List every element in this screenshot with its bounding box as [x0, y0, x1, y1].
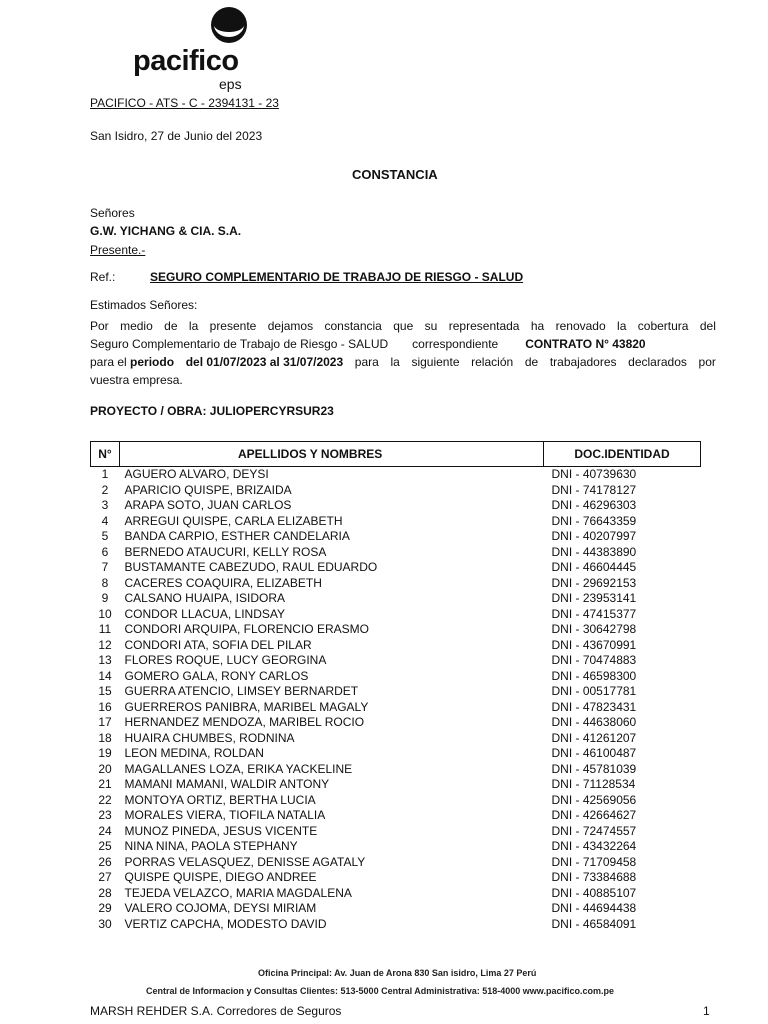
row-name: BERNEDO ATAUCURI, KELLY ROSA [124, 544, 327, 559]
pacifico-logo-mark-icon [209, 5, 249, 45]
row-doc-id: DNI - 45781039 [551, 761, 637, 776]
row-number: 13 [98, 653, 112, 667]
body-word: declarados [628, 355, 687, 369]
row-doc-id: DNI - 47823431 [551, 699, 637, 714]
row-number: 29 [98, 901, 112, 915]
row-doc-id: DNI - 72474557 [551, 823, 637, 838]
row-name: APARICIO QUISPE, BRIZAIDA [124, 482, 292, 497]
body-word: constancia [324, 319, 382, 333]
row-number: 12 [98, 637, 112, 652]
body-text: correspondiente [412, 337, 499, 351]
row-number: 3 [101, 498, 109, 512]
row-name: CALSANO HUAIPA, ISIDORA [124, 591, 285, 605]
body-word: cobertura [637, 319, 689, 333]
ref-subject: SEGURO COMPLEMENTARIO DE TRABAJO DE RIESGO - SALUD [150, 270, 524, 284]
body-line-1 [90, 317, 716, 335]
row-number: 17 [98, 715, 112, 729]
logo-subtitle: eps [219, 76, 242, 92]
table-row [91, 514, 701, 530]
body-word: del [699, 319, 716, 333]
recipient-presente: Presente.- [90, 243, 146, 257]
row-name: MONTOYA ORTIZ, BERTHA LUCIA [124, 792, 316, 807]
body-paragraph [90, 317, 716, 389]
row-doc-id: DNI - 40885107 [551, 885, 637, 900]
row-name: NINA NINA, PAOLA STEPHANY [124, 839, 298, 853]
row-name: BANDA CARPIO, ESTHER CANDELARIA [124, 529, 350, 543]
row-number: 26 [98, 854, 112, 869]
row-number: 24 [98, 823, 112, 838]
row-number: 14 [98, 668, 112, 683]
row-doc-id: DNI - 43432264 [551, 839, 637, 853]
row-number: 27 [98, 870, 112, 884]
body-line-4: vuestra empresa. [90, 373, 183, 387]
row-doc-id: DNI - 43670991 [551, 637, 637, 652]
body-line-3 [90, 353, 716, 371]
table-row [91, 839, 701, 855]
body-word: para [354, 355, 379, 369]
row-number: 2 [101, 482, 109, 497]
body-word: siguiente [411, 355, 460, 369]
row-name: CACERES COAQUIRA, ELIZABETH [124, 575, 322, 590]
table-body [91, 467, 701, 933]
body-word: dejamos [267, 319, 314, 333]
period-label: periodo [130, 355, 175, 369]
footer-broker: MARSH REHDER S.A. Corredores de Seguros [90, 1004, 342, 1018]
table-row [91, 483, 701, 499]
table-row [91, 653, 701, 669]
table-row [91, 684, 701, 700]
row-number: 28 [98, 885, 112, 900]
row-doc-id: DNI - 46598300 [551, 668, 637, 683]
table-row [91, 669, 701, 685]
place-date: San Isidro, 27 de Junio del 2023 [90, 129, 263, 143]
row-name: MAMANI MAMANI, WALDIR ANTONY [124, 777, 330, 791]
row-name: CONDORI ATA, SOFIA DEL PILAR [124, 637, 312, 652]
recipient-company: G.W. YICHANG & CIA. S.A. [90, 224, 242, 238]
row-number: 6 [101, 544, 109, 559]
row-doc-id: DNI - 46604445 [551, 560, 637, 574]
row-doc-id: DNI - 41261207 [551, 730, 637, 745]
row-name: LEON MEDINA, ROLDAN [124, 746, 264, 760]
table-row [91, 917, 701, 933]
header-name: APELLIDOS Y NOMBRES [120, 442, 544, 467]
row-doc-id: DNI - 42664627 [551, 808, 637, 822]
body-word: que [393, 319, 414, 333]
row-number: 25 [98, 839, 112, 853]
row-number: 20 [98, 761, 112, 776]
row-name: QUISPE QUISPE, DIEGO ANDREE [124, 870, 317, 884]
table-row [91, 529, 701, 545]
table-row [91, 808, 701, 824]
table-row [91, 638, 701, 654]
table-row [91, 607, 701, 623]
body-word: Por [90, 319, 109, 333]
table-header-row [91, 442, 701, 467]
row-doc-id: DNI - 23953141 [551, 591, 637, 605]
row-name: HUAIRA CHUMBES, RODNINA [124, 730, 295, 745]
row-number: 22 [98, 792, 112, 807]
table-row [91, 886, 701, 902]
recipient-greeting: Señores [90, 206, 135, 220]
body-word: presente [209, 319, 257, 333]
table-row [91, 824, 701, 840]
row-name: CONDOR LLACUA, LINDSAY [124, 606, 285, 621]
table-row [91, 746, 701, 762]
table-row [91, 715, 701, 731]
body-word: la [617, 319, 627, 333]
row-name: FLORES ROQUE, LUCY GEORGINA [124, 653, 327, 667]
workers-table [90, 441, 701, 932]
table-row [91, 700, 701, 716]
row-number: 15 [98, 684, 112, 698]
row-name: VERTIZ CAPCHA, MODESTO DAVID [124, 916, 327, 931]
body-text: para el [90, 355, 127, 369]
table-row [91, 560, 701, 576]
table-row [91, 576, 701, 592]
row-name: AGUERO ALVARO, DEYSI [124, 467, 269, 481]
table-row [91, 545, 701, 561]
row-doc-id: DNI - 71128534 [551, 777, 636, 791]
document-title: CONSTANCIA [352, 167, 438, 182]
row-doc-id: DNI - 76643359 [551, 513, 637, 528]
row-number: 1 [101, 467, 109, 481]
body-word: ha [530, 319, 545, 333]
header-doc: DOC.IDENTIDAD [544, 442, 701, 467]
body-line-2 [90, 335, 716, 353]
table-row [91, 467, 701, 483]
body-word: representada [448, 319, 520, 333]
row-doc-id: DNI - 44638060 [551, 715, 637, 729]
table-row [91, 777, 701, 793]
reference-code: PACIFICO - ATS - C - 2394131 - 23 [90, 96, 279, 110]
row-doc-id: DNI - 40207997 [551, 529, 637, 543]
project-line: PROYECTO / OBRA: JULIOPERCYRSUR23 [90, 404, 334, 418]
row-number: 30 [98, 916, 112, 931]
row-doc-id: DNI - 30642798 [551, 622, 637, 636]
row-name: GOMERO GALA, RONY CARLOS [124, 668, 309, 683]
row-name: PORRAS VELASQUEZ, DENISSE AGATALY [124, 854, 366, 869]
row-name: GUERRA ATENCIO, LIMSEY BERNARDET [124, 684, 359, 698]
row-number: 5 [101, 529, 109, 543]
row-number: 4 [101, 513, 109, 528]
row-doc-id: DNI - 42569056 [551, 792, 637, 807]
row-number: 21 [98, 777, 112, 791]
contract-number: CONTRATO N° 43820 [525, 337, 646, 351]
row-doc-id: DNI - 46100487 [551, 746, 637, 760]
row-number: 19 [98, 746, 112, 760]
row-number: 16 [98, 699, 112, 714]
salutation: Estimados Señores: [90, 298, 198, 312]
row-number: 8 [101, 575, 109, 590]
footer-contact: Central de Informacion y Consultas Clientes: 513-5000 Central Administrativa: 518-4000 www.pacifico.com.pe [146, 986, 614, 996]
body-word: de [524, 355, 539, 369]
body-word: medio [120, 319, 153, 333]
row-doc-id: DNI - 29692153 [551, 575, 637, 590]
row-number: 11 [98, 622, 112, 636]
body-text: Seguro Complementario de Trabajo de Riesgo - SALUD [90, 337, 389, 351]
row-doc-id: DNI - 70474883 [551, 653, 637, 667]
row-name: MORALES VIERA, TIOFILA NATALIA [124, 808, 326, 822]
row-doc-id: DNI - 74178127 [551, 482, 637, 497]
row-name: MAGALLANES LOZA, ERIKA YACKELINE [124, 761, 353, 776]
row-name: MUNOZ PINEDA, JESUS VICENTE [124, 823, 318, 838]
row-name: HERNANDEZ MENDOZA, MARIBEL ROCIO [124, 715, 365, 729]
row-name: CONDORI ARQUIPA, FLORENCIO ERASMO [124, 622, 369, 636]
table-row [91, 498, 701, 514]
pacifico-logo [133, 5, 258, 93]
row-doc-id: DNI - 46296303 [551, 498, 637, 512]
period-dates: del 01/07/2023 al 31/07/2023 [185, 355, 344, 369]
row-name: ARREGUI QUISPE, CARLA ELIZABETH [124, 513, 343, 528]
row-doc-id: DNI - 40739630 [551, 467, 637, 481]
row-name: VALERO COJOMA, DEYSI MIRIAM [124, 901, 317, 915]
body-word: de [164, 319, 178, 333]
row-number: 7 [101, 560, 109, 574]
row-number: 10 [98, 606, 112, 621]
table-row [91, 622, 701, 638]
page-number: 1 [703, 1004, 710, 1018]
logo-wordmark: pacifico [133, 45, 239, 77]
row-doc-id: DNI - 47415377 [551, 606, 637, 621]
table-row [91, 855, 701, 871]
body-word: la [188, 319, 199, 333]
row-doc-id: DNI - 71709458 [551, 854, 637, 869]
row-number: 23 [98, 808, 112, 822]
body-word: por [698, 355, 716, 369]
table-row [91, 762, 701, 778]
row-doc-id: DNI - 44383890 [551, 544, 637, 559]
table-row [91, 870, 701, 886]
row-doc-id: DNI - 73384688 [551, 870, 637, 884]
table-row [91, 901, 701, 917]
footer-office: Oficina Principal: Av. Juan de Arona 830 San isidro, Lima 27 Perú [258, 968, 537, 978]
row-doc-id: DNI - 44694438 [551, 901, 637, 915]
row-doc-id: DNI - 00517781 [551, 684, 637, 698]
body-word: relación [471, 355, 514, 369]
table-row [91, 591, 701, 607]
row-name: ARAPA SOTO, JUAN CARLOS [124, 498, 292, 512]
table-row [91, 793, 701, 809]
ref-label: Ref.: [90, 270, 116, 284]
row-name: TEJEDA VELAZCO, MARIA MAGDALENA [124, 885, 352, 900]
table-row [91, 731, 701, 747]
row-name: GUERREROS PANIBRA, MARIBEL MAGALY [124, 699, 369, 714]
body-word: la [390, 355, 400, 369]
header-num: N° [91, 442, 120, 467]
row-number: 18 [98, 730, 112, 745]
body-word: renovado [555, 319, 606, 333]
row-doc-id: DNI - 46584091 [551, 916, 637, 931]
row-number: 9 [101, 591, 109, 605]
body-word: trabajadores [549, 355, 617, 369]
body-word: su [424, 319, 438, 333]
row-name: BUSTAMANTE CABEZUDO, RAUL EDUARDO [124, 560, 378, 574]
